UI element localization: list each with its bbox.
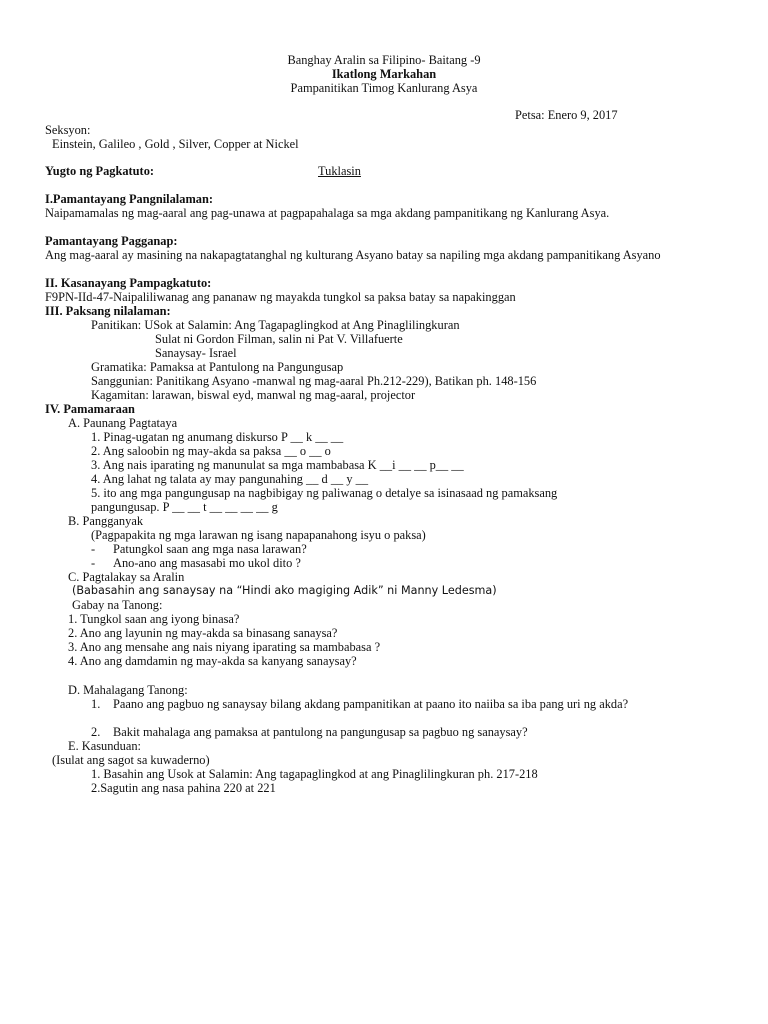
motivation-question: Ano-ano ang masasabi mo ukol dito ? [113,556,301,570]
reading-note: (Babasahin ang sanaysay na “Hindi ako magiging Adik” ni Manny Ledesma) [72,584,497,597]
doc-title: Banghay Aralin sa Filipino- Baitang -9 [287,53,481,67]
pre-assessment-label: A. Paunang Pagtataya [68,416,178,430]
essential-question: Bakit mahalaga ang pamaksa at pantulong na pangungusap sa pagbuo ng sanaysay? [113,725,528,739]
grammar-line: Gramatika: Pamaksa at Pantulong na Pangungusap [91,360,344,374]
procedure-heading: IV. Pamamaraan [45,402,135,416]
motivation-question: Patungkol saan ang mga nasa larawan? [113,542,307,556]
guide-questions-label: Gabay na Tanong: [72,598,163,612]
pre-assessment-item: 1. Pinag-ugatan ng anumang diskurso P __ k __ __ [91,430,344,444]
assignment-label: E. Kasunduan: [68,739,141,753]
assignment-note: (Isulat ang sagot sa kuwaderno) [52,753,210,767]
pre-assessment-item-continued: pangungusap. P __ __ t __ __ __ __ g [91,500,278,514]
stage-label: Yugto ng Pagkatuto: [45,164,155,178]
performance-standard-heading: Pamantayang Pagganap: [45,234,178,248]
reference-line: Sanggunian: Panitikang Asyano -manwal ng mag-aaral Ph.212-229), Batikan ph. 148-156 [91,374,537,388]
section-list: Einstein, Galileo , Gold , Silver, Copper at Nickel [52,137,299,151]
guide-question: 1. Tungkol saan ang iyong binasa? [68,612,240,626]
panitikan-line: Panitikan: USok at Salamin: Ang Tagapaglingkod at Ang Pinaglilingkuran [91,318,460,332]
discussion-label: C. Pagtalakay sa Aralin [68,570,185,584]
author-line: Sulat ni Gordon Filman, salin ni Pat V. Villafuerte [155,332,403,346]
pre-assessment-item: 2. Ang saloobin ng may-akda sa paksa __ o __ o [91,444,331,458]
section-label: Seksyon: [45,123,91,137]
dash-bullet: - [91,556,96,570]
materials-line: Kagamitan: larawan, biswal eyd, manwal ng mag-aaral, projector [91,388,416,402]
quarter-title: Ikatlong Markahan [331,67,437,81]
guide-question: 2. Ano ang layunin ng may-akda sa binasang sanaysa? [68,626,338,640]
assignment-item: 1. Basahin ang Usok at Salamin: Ang tagapaglingkod at ang Pinaglilingkuran ph. 217-218 [91,767,538,781]
essential-question-number: 1. [91,697,101,711]
subject-matter-heading: III. Paksang nilalaman: [45,304,171,318]
dash-bullet: - [91,542,96,556]
motivation-label: B. Pangganyak [68,514,144,528]
competency-heading: II. Kasanayang Pampagkatuto: [45,276,212,290]
content-standard-text: Naipamamalas ng mag-aaral ang pag-unawa at pagpapahalaga sa mga akdang pampanitikang ng Kanlurang Asya. [45,206,610,220]
assignment-item: 2.Sagutin ang nasa pahina 220 at 221 [91,781,276,795]
competency-text: F9PN-IId-47-Naipaliliwanag ang pananaw ng mayakda tungkol sa paksa batay sa napakinggan [45,290,516,304]
guide-question: 3. Ano ang mensahe ang nais niyang iparating sa mambabasa ? [68,640,381,654]
motivation-intro: (Pagpapakita ng mga larawan ng isang napapanahong isyu o paksa) [91,528,426,542]
essential-questions-label: D. Mahalagang Tanong: [68,683,188,697]
pre-assessment-item: 3. Ang nais iparating ng manunulat sa mga mambabasa K __i __ __ p__ __ [91,458,464,472]
genre-line: Sanaysay- Israel [155,346,237,360]
content-standard-heading: I.Pamantayang Pangnilalaman: [45,192,213,206]
pre-assessment-item: 5. ito ang mga pangungusap na nagbibigay ng paliwanag o detalye sa isinasaad ng pamaksang [91,486,558,500]
essential-question-number: 2. [91,725,101,739]
date-line: Petsa: Enero 9, 2017 [515,108,618,122]
literature-title: Pampanitikan Timog Kanlurang Asya [290,81,478,95]
guide-question: 4. Ano ang damdamin ng may-akda sa kanyang sanaysay? [68,654,357,668]
performance-standard-text: Ang mag-aaral ay masining na nakapagtatanghal ng kulturang Asyano batay sa napiling mga akdang pampanitikang Asyano [45,248,661,262]
pre-assessment-item: 4. Ang lahat ng talata ay may pangunahing __ d __ y __ [91,472,369,486]
stage-value: Tuklasin [318,164,361,178]
essential-question: Paano ang pagbuo ng sanaysay bilang akdang pampanitikan at paano ito naiiba sa iba pang uri ng akda? [113,697,629,711]
